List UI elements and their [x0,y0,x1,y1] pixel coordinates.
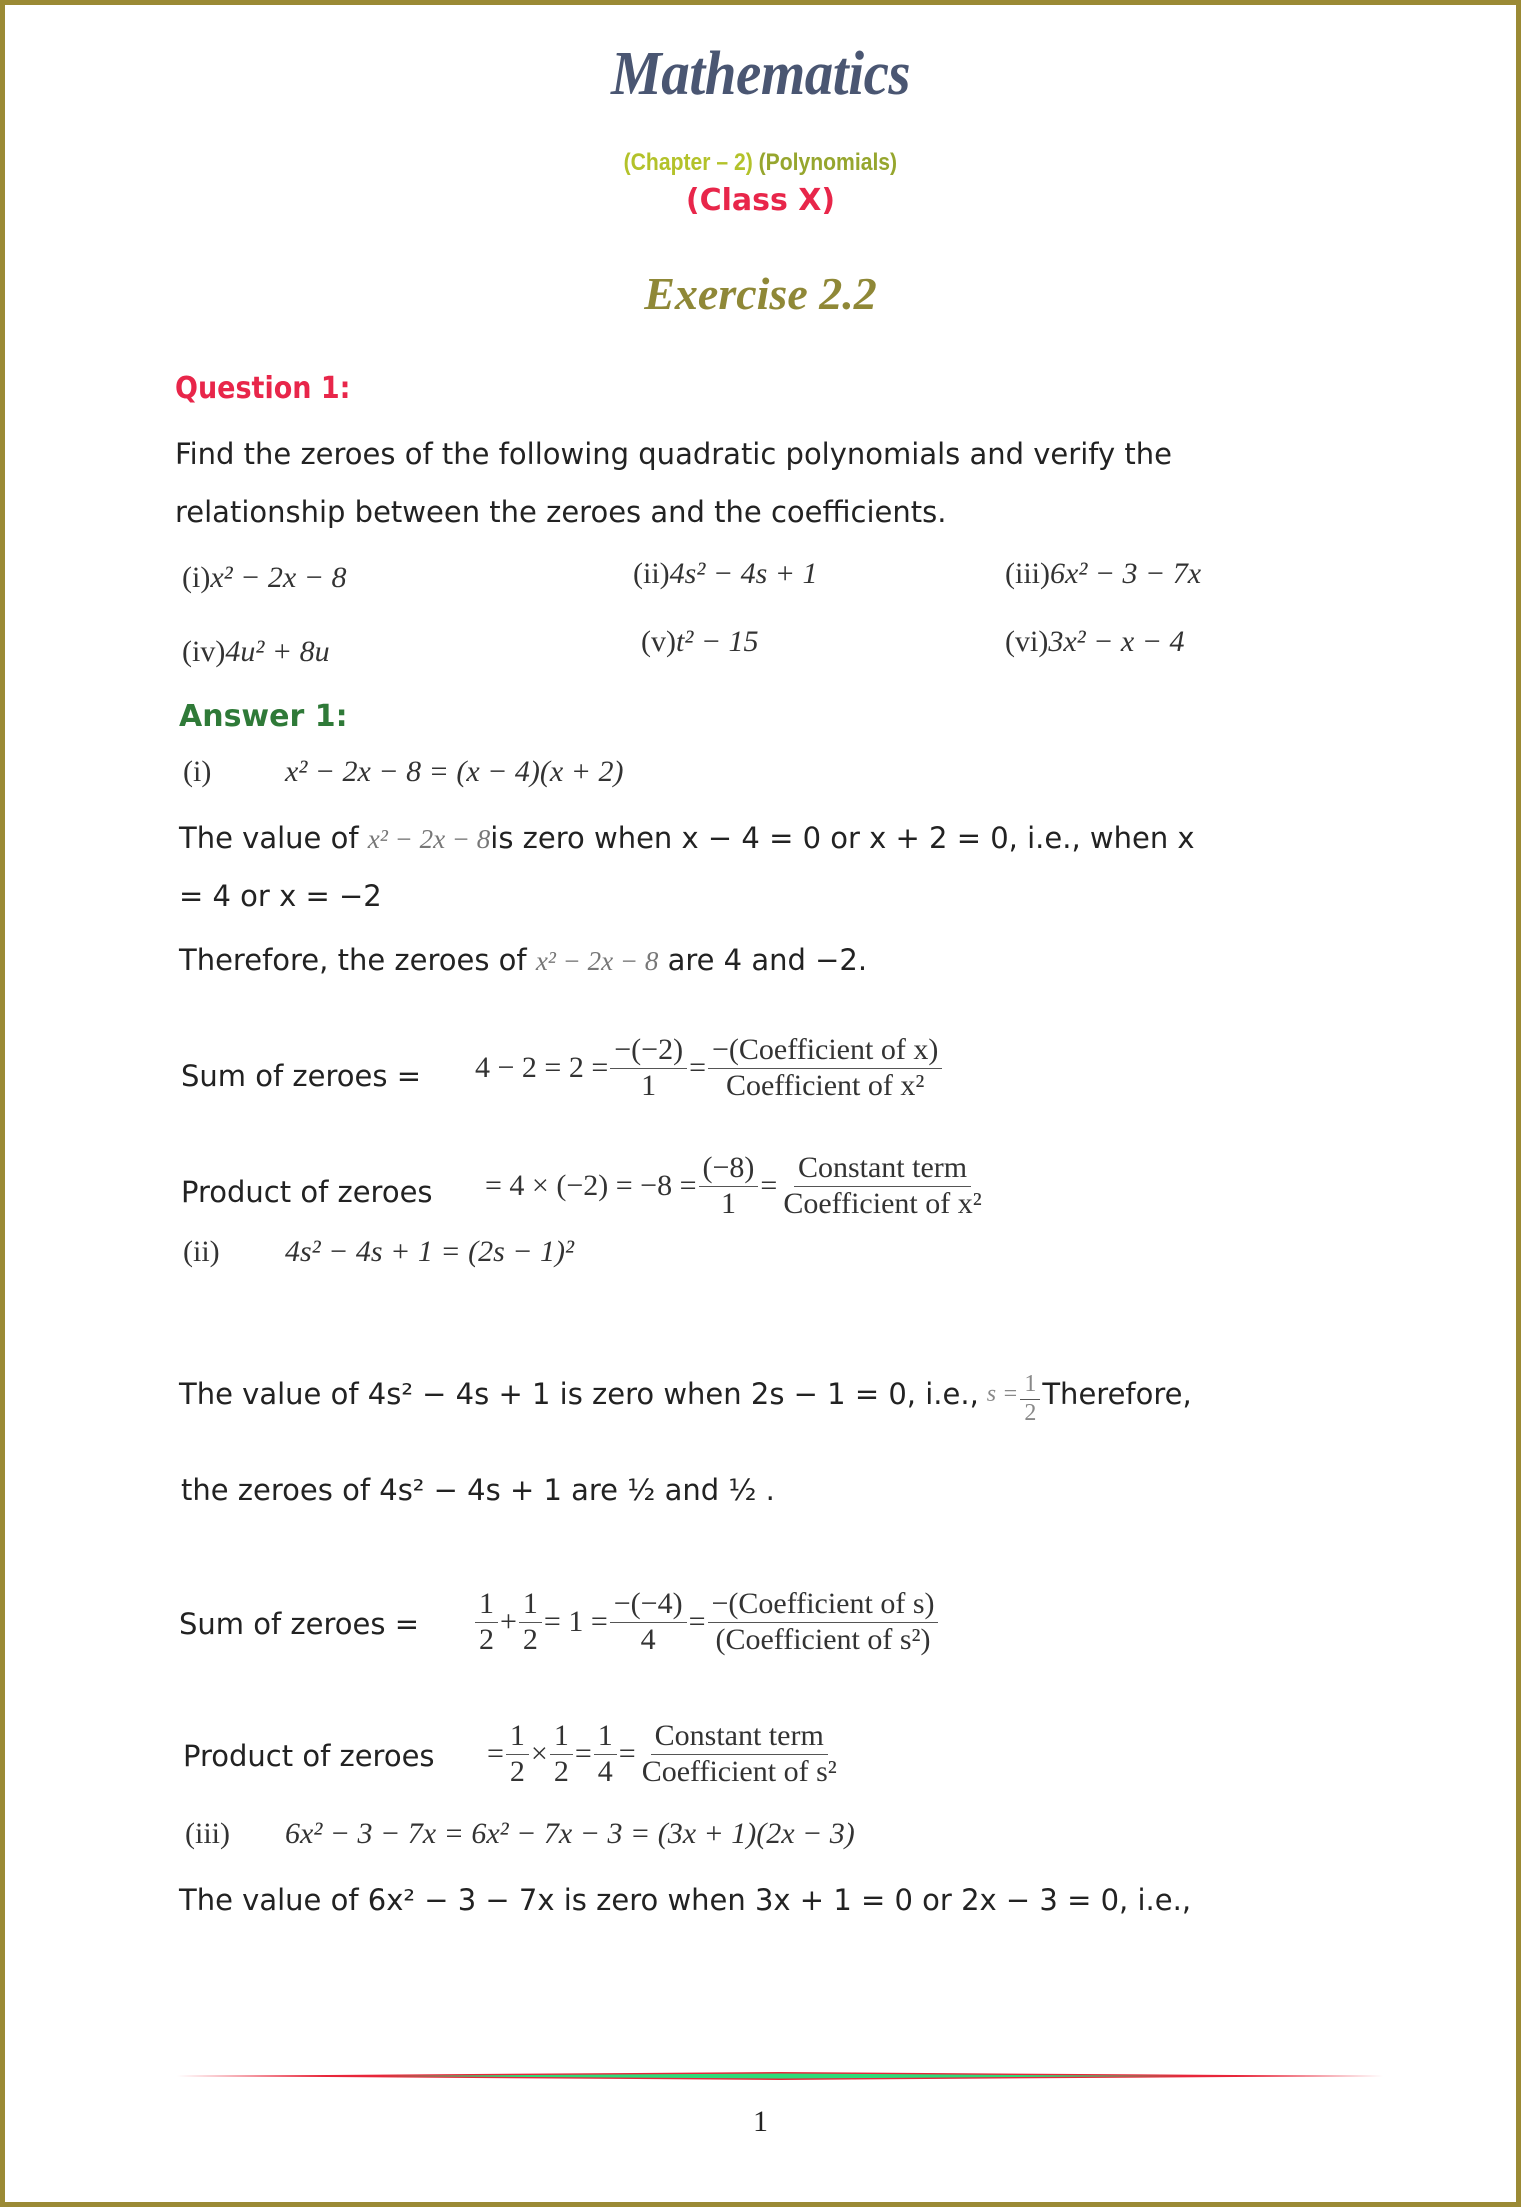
plus: + [500,1605,517,1638]
answer-i-value-line2: = 4 or x = −2 [179,879,382,913]
answer-ii-sum-label: Sum of zeroes = [179,1607,419,1641]
answer-ii-factor [285,1235,574,1269]
expr: s = [986,1380,1019,1407]
denominator: 2 [479,1622,494,1656]
answer-ii-product-equation [487,1719,843,1789]
eq-part: = 1 = [543,1605,608,1638]
part-expression: 3x² − x − 4 [1048,625,1185,658]
part-expression: t² − 15 [675,625,759,658]
answer-ii-value-line1 [179,1361,1192,1427]
part-label: (ii) [633,557,670,590]
inline-expression [368,824,491,854]
part-expression: x² − 2x − 8 [210,561,347,594]
text: is zero when x − 4 = 0 or x + 2 = 0, i.e., when x [490,821,1195,855]
answer-iii-value-line1: The value of 6x² − 3 − 7x is zero when 3x + 1 = 0 or 2x − 3 = 0, i.e., [179,1883,1192,1917]
equals: = [574,1737,592,1770]
numerator: 1 [475,1587,498,1623]
document-title: Mathematics [610,40,911,108]
numerator: Constant term [651,1719,828,1755]
fraction [699,1151,759,1221]
part-label: (iv) [182,635,226,668]
denominator: Coefficient of x² [725,1068,925,1102]
question-part-iii [1005,557,1201,591]
answer-ii-value-line2: the zeroes of 4s² − 4s + 1 are ½ and ½ . [181,1473,775,1507]
question-part-i [182,561,346,595]
answer-i-product-equation [485,1151,988,1221]
answer-ii-sum-equation [473,1587,940,1657]
denominator: 1 [641,1068,657,1102]
denominator: 2 [1024,1399,1037,1426]
equals: = [760,1169,778,1202]
denominator: 4 [597,1754,613,1788]
answer-heading: Answer 1: [179,699,348,734]
part-label: (i) [182,561,211,594]
answer-iii-label: (iii) [185,1817,230,1850]
answer-ii-label: (ii) [183,1235,220,1268]
denominator: 2 [522,1622,538,1656]
part-label: (iii) [1005,557,1050,590]
times: × [530,1737,548,1770]
answer-i-value-line1 [179,821,1195,855]
text: The value of [179,821,359,855]
chapter-name: (Polynomials) [758,149,898,176]
denominator: (Coefficient of s²) [715,1622,931,1656]
answer-i-product-label: Product of zeroes [181,1175,433,1209]
answer-i-sum-label: Sum of zeroes = [181,1059,421,1093]
footer-page-number-wrap [5,2105,1516,2139]
exercise-title: Exercise 2.2 [644,268,877,319]
fraction [506,1719,529,1789]
answer-ii-product-label: Product of zeroes [183,1739,435,1773]
denominator: 2 [553,1754,569,1788]
part-expression: 4s² − 4s + 1 [669,557,818,590]
numerator: (−8) [699,1151,759,1187]
class-label: (Class X) [685,183,836,218]
fraction [708,1033,942,1103]
answer-iii-factor [285,1817,855,1851]
text: The value of 4s² − 4s + 1 is zero when 2s − 1 = 0, i.e., [179,1377,979,1412]
numerator: −(−2) [610,1033,687,1069]
fraction [708,1587,939,1657]
factor-expression: 6x² − 3 − 7x = 6x² − 7x − 3 = (3x + 1)(2x − 3) [285,1817,855,1850]
question-part-iv [182,635,330,669]
equals: = [487,1737,504,1770]
inline-expression [536,946,659,976]
denominator: Coefficient of s² [641,1754,837,1788]
page-number: 1 [753,2105,768,2138]
part-expression: 4u² + 8u [225,635,330,668]
numerator: −(Coefficient of x) [708,1033,942,1069]
denominator: 1 [720,1186,736,1220]
chapter-subtitle [624,149,897,177]
answer-i-sum-equation [475,1033,944,1103]
chapter-wrap [5,149,1516,177]
fraction [638,1719,841,1789]
fraction [475,1587,498,1657]
equals: = [618,1737,636,1770]
exercise-wrap [5,267,1516,320]
answer-i-zeroes [179,943,867,977]
numerator: Constant term [794,1151,971,1187]
part-expression: 6x² − 3 − 7x [1050,557,1202,590]
part-label: (vi) [1005,625,1049,658]
equals: = [689,1051,707,1084]
numerator: 1 [506,1719,529,1755]
denominator: 2 [509,1754,525,1788]
question-part-v [641,625,759,659]
question-heading: Question 1: [175,371,351,406]
footer-divider [177,2072,1383,2080]
fraction [779,1151,985,1221]
fraction [610,1033,687,1103]
fraction [519,1587,542,1657]
numerator: −(Coefficient of s) [708,1587,939,1623]
factor-expression: 4s² − 4s + 1 = (2s − 1)² [285,1235,574,1268]
class-wrap [5,183,1516,218]
part-label: (v) [641,625,676,658]
answer-i-label: (i) [183,755,212,788]
chapter-number: (Chapter – 2) [623,149,753,176]
numerator: 1 [594,1719,617,1755]
fraction [610,1587,687,1657]
numerator: −(−4) [610,1587,687,1623]
numerator: 1 [519,1587,542,1623]
expr: x² − 2x − 8 [535,946,659,976]
fraction [594,1719,617,1789]
title-wrap [5,39,1516,110]
numerator: 1 [1020,1371,1040,1400]
equals: = [688,1605,706,1638]
numerator: 1 [550,1719,573,1755]
factor-expression: x² − 2x − 8 = (x − 4)(x + 2) [285,755,624,788]
answer-i-factor [285,755,623,789]
text: Therefore, the zeroes of [179,943,527,977]
eq-part: 4 − 2 = 2 = [475,1051,609,1084]
question-text-line1: Find the zeroes of the following quadratic polynomials and verify the [175,437,1172,471]
text: are 4 and −2. [667,943,868,977]
question-part-vi [1005,625,1184,659]
denominator: 4 [640,1622,656,1656]
eq-part: = 4 × (−2) = −8 = [485,1169,697,1202]
text: Therefore, [1042,1377,1192,1412]
s-equals [987,1381,1019,1408]
question-part-ii [633,557,818,591]
half-fraction [1020,1371,1040,1427]
fraction [550,1719,573,1789]
expr: x² − 2x − 8 [367,824,491,854]
question-text-line2: relationship between the zeroes and the coefficients. [175,495,947,529]
denominator: Coefficient of x² [783,1186,982,1220]
